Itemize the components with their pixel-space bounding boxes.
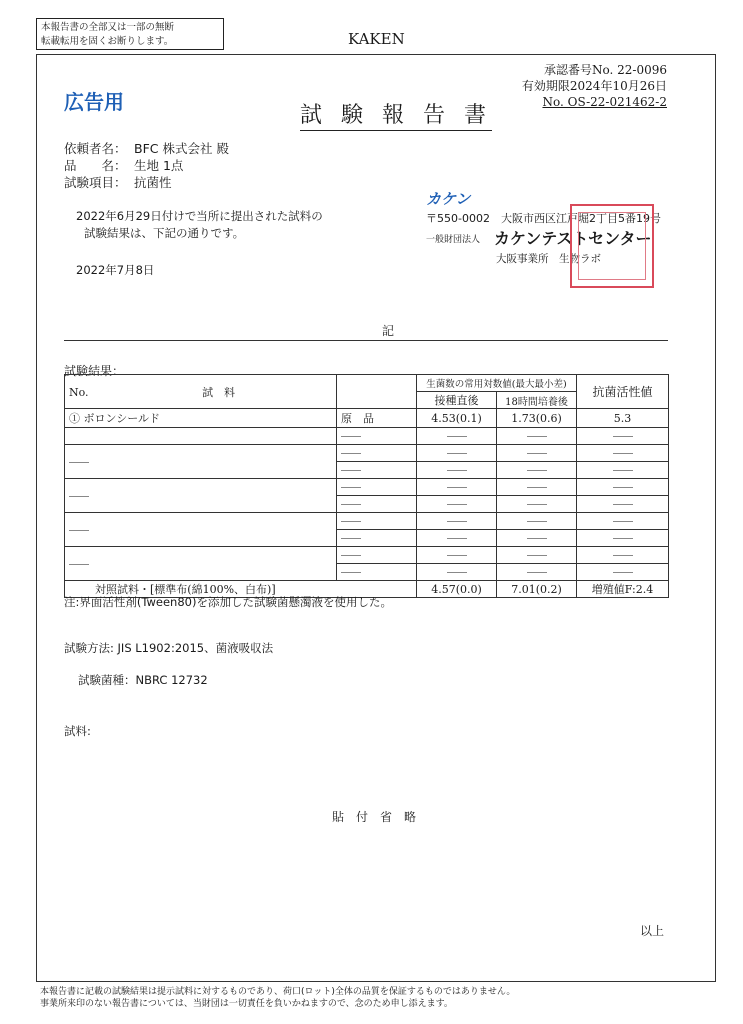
blank-cell xyxy=(497,479,577,496)
blank-cell xyxy=(497,428,577,445)
blank-cell xyxy=(337,445,417,462)
sample-name: ① ボロンシールド xyxy=(65,409,337,428)
dash-mark xyxy=(341,436,361,437)
value-after-18h: 1.73(0.6) xyxy=(497,409,577,428)
dash-mark xyxy=(447,487,467,488)
blank-cell xyxy=(65,445,337,479)
intro-text xyxy=(76,208,323,242)
header-no: No. xyxy=(69,385,89,399)
dash-mark xyxy=(341,538,361,539)
blank-cell xyxy=(417,428,497,445)
header-after-18h: 18時間培養後 xyxy=(497,392,577,409)
dash-mark xyxy=(447,572,467,573)
dash-mark xyxy=(527,521,547,522)
blank-cell xyxy=(497,445,577,462)
blank-cell xyxy=(337,547,417,564)
item-value: 生地 1点 xyxy=(134,158,184,173)
dash-mark xyxy=(341,521,361,522)
blank-cell xyxy=(417,513,497,530)
dash-mark xyxy=(447,453,467,454)
table-row xyxy=(65,409,669,428)
intro-line-1: 2022年6月29日付けで当所に提出された試料の xyxy=(76,209,323,223)
org-address: 〒550-0002 大阪市西区江戸堀2丁目5番19号 xyxy=(426,212,661,225)
growth-value: 増殖値F:2.4 xyxy=(577,581,669,598)
blank-cell xyxy=(577,428,669,445)
blank-cell xyxy=(417,445,497,462)
dash-mark xyxy=(69,530,89,531)
blank-cell xyxy=(65,547,337,581)
control-value-after-inoculation: 4.57(0.0) xyxy=(417,581,497,598)
table-row-blank xyxy=(65,479,669,496)
footer-disclaimer xyxy=(40,986,515,1010)
issue-date: 2022年7月8日 xyxy=(76,263,155,277)
blank-cell xyxy=(417,496,497,513)
dash-mark xyxy=(527,470,547,471)
dash-mark xyxy=(69,496,89,497)
dash-mark xyxy=(613,538,633,539)
dash-mark xyxy=(527,572,547,573)
seal-inner-border xyxy=(578,212,646,280)
blank-cell xyxy=(337,513,417,530)
report-number: No. OS-22-021462-2 xyxy=(542,95,667,109)
table-note: 注:界面活性剤(Tween80)を添加した試験菌懸濁液を使用した。 xyxy=(64,595,392,609)
dash-mark xyxy=(613,436,633,437)
sample-type: 原 品 xyxy=(337,409,417,428)
approval-number: 承認番号No. 22-0096 xyxy=(543,63,667,77)
dash-mark xyxy=(447,470,467,471)
table-header-row-1 xyxy=(65,375,669,392)
dash-mark xyxy=(447,538,467,539)
report-title: 試 験 報 告 書 xyxy=(300,98,492,131)
blank-cell xyxy=(577,547,669,564)
antibacterial-activity: 5.3 xyxy=(577,409,669,428)
blank-cell xyxy=(337,428,417,445)
dash-mark xyxy=(613,470,633,471)
dash-mark xyxy=(527,504,547,505)
dash-mark xyxy=(341,453,361,454)
official-seal-stamp xyxy=(570,204,654,288)
sample-label: 試料: xyxy=(64,724,91,738)
ad-use-label: 広告用 xyxy=(64,90,124,114)
copyright-notice-box xyxy=(36,18,224,50)
divider-line xyxy=(64,340,668,341)
blank-cell xyxy=(417,530,497,547)
intro-line-2: 試験結果は、下記の通りです。 xyxy=(84,226,245,240)
attachment-omitted: 貼付省略 xyxy=(332,810,429,824)
blank-cell xyxy=(417,479,497,496)
dash-mark xyxy=(69,564,89,565)
top-brand: KAKEN xyxy=(348,30,405,48)
dash-mark xyxy=(69,462,89,463)
dash-mark xyxy=(447,504,467,505)
blank-cell xyxy=(497,547,577,564)
table-row-blank xyxy=(65,445,669,462)
header-activity: 抗菌活性値 xyxy=(577,375,669,409)
blank-cell xyxy=(337,462,417,479)
blank-cell xyxy=(497,513,577,530)
org-name: カケンテストセンター xyxy=(494,229,652,248)
table-row-blank xyxy=(65,547,669,564)
org-branch: 大阪事業所 生物ラボ xyxy=(496,253,601,265)
dash-mark xyxy=(527,538,547,539)
results-table xyxy=(64,374,669,598)
blank-cell xyxy=(65,428,337,445)
footer-line-2: 事業所来印のない報告書については、当財団は一切責任を負いかねますので、念のため申し添えます。 xyxy=(40,999,453,1009)
end-mark: 以上 xyxy=(640,924,665,938)
dash-mark xyxy=(447,436,467,437)
dash-mark xyxy=(341,504,361,505)
blank-cell xyxy=(577,479,669,496)
dash-mark xyxy=(447,521,467,522)
kaken-logo: カケン xyxy=(426,190,471,208)
org-type: 一般財団法人 xyxy=(426,235,481,245)
header-no-sample xyxy=(65,375,337,409)
blank-cell xyxy=(497,564,577,581)
dash-mark xyxy=(613,453,633,454)
blank-cell xyxy=(65,479,337,513)
control-value-after-18h: 7.01(0.2) xyxy=(497,581,577,598)
dash-mark xyxy=(341,555,361,556)
dash-mark xyxy=(341,572,361,573)
header-log-group: 生菌数の常用対数値(最大最小差) xyxy=(417,375,577,392)
dash-mark xyxy=(527,487,547,488)
blank-cell xyxy=(337,496,417,513)
blank-cell xyxy=(577,530,669,547)
dash-mark xyxy=(527,436,547,437)
item-label: 品 名： xyxy=(64,158,127,173)
test-item-value: 抗菌性 xyxy=(134,175,172,190)
blank-cell xyxy=(577,445,669,462)
control-label: 対照試料・[標準布(綿100%、白布)] xyxy=(65,581,417,598)
approval-block xyxy=(522,62,667,110)
client-label: 依頼者名： xyxy=(64,141,127,156)
blank-cell xyxy=(497,496,577,513)
dash-mark xyxy=(613,572,633,573)
dash-mark xyxy=(613,487,633,488)
header-after-inoculation: 接種直後 xyxy=(417,392,497,409)
dash-mark xyxy=(613,521,633,522)
dash-mark xyxy=(613,504,633,505)
blank-cell xyxy=(417,564,497,581)
header-sample: 試 料 xyxy=(202,385,236,399)
client-value: BFC 株式会社 殿 xyxy=(134,141,229,156)
header-type-blank xyxy=(337,375,417,409)
dash-mark xyxy=(527,453,547,454)
dash-mark xyxy=(613,555,633,556)
blank-cell xyxy=(417,547,497,564)
test-item-label: 試験項目： xyxy=(64,175,127,190)
notice-line-2: 転載転用を固くお断りします。 xyxy=(41,36,174,47)
results-label: 試験結果： xyxy=(64,364,125,378)
footer-line-1: 本報告書に記載の試験結果は提示試料に対するものであり、荷口(ロット)全体の品質を保証するものではありません。 xyxy=(40,987,516,997)
dash-mark xyxy=(341,470,361,471)
dash-mark xyxy=(527,555,547,556)
blank-cell xyxy=(577,496,669,513)
blank-cell xyxy=(337,479,417,496)
value-after-inoculation: 4.53(0.1) xyxy=(417,409,497,428)
blank-cell xyxy=(337,564,417,581)
request-info xyxy=(64,140,229,191)
blank-cell xyxy=(577,513,669,530)
blank-cell xyxy=(65,513,337,547)
test-method: 試験方法: JIS L1902:2015、菌液吸収法 xyxy=(64,641,274,655)
dash-mark xyxy=(447,555,467,556)
blank-cell xyxy=(337,530,417,547)
blank-cell xyxy=(497,530,577,547)
test-strain: 試験菌種：NBRC 12732 xyxy=(78,673,208,687)
blank-cell xyxy=(417,462,497,479)
table-row-blank xyxy=(65,428,669,445)
table-row-blank xyxy=(65,513,669,530)
dash-mark xyxy=(341,487,361,488)
ki-mark: 記 xyxy=(382,324,395,338)
blank-cell xyxy=(577,564,669,581)
approval-expiry: 有効期限2024年10月26日 xyxy=(521,79,667,93)
blank-cell xyxy=(577,462,669,479)
blank-cell xyxy=(497,462,577,479)
notice-line-1: 本報告書の全部又は一部の無断 xyxy=(41,22,175,33)
